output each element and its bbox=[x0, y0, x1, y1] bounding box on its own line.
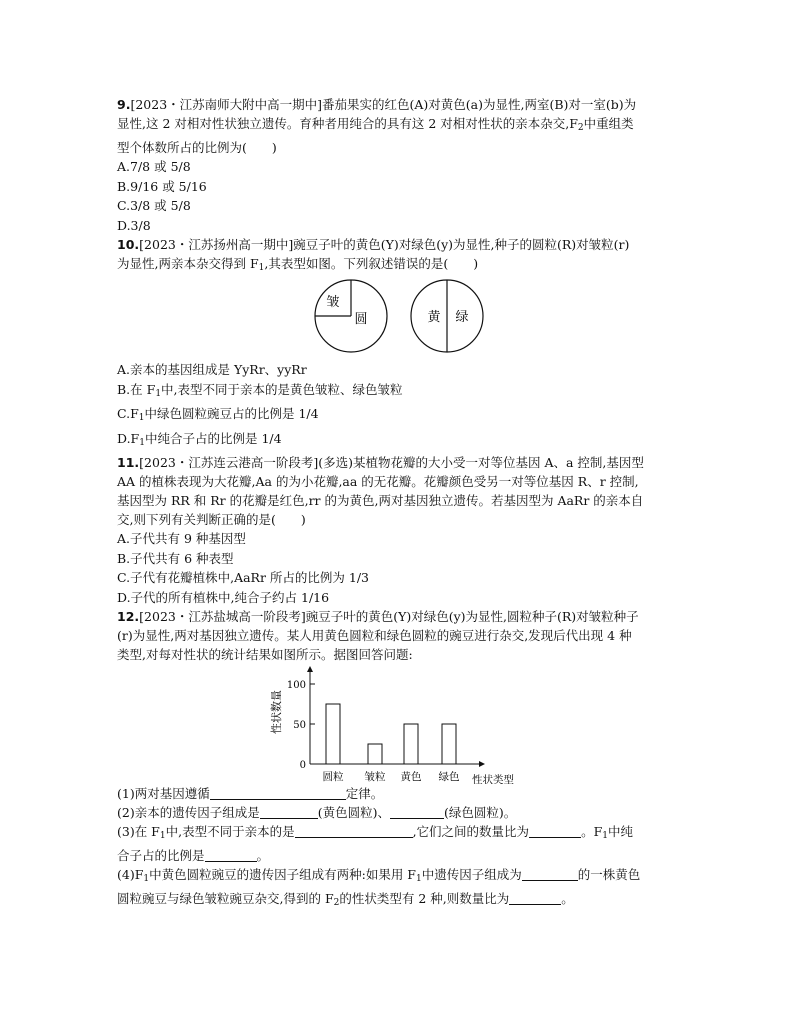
answer-blank-2[interactable] bbox=[260, 804, 318, 819]
q11-line-1 bbox=[117, 453, 689, 472]
q12-s3-text-d: 。F bbox=[581, 824, 603, 839]
q10-line-1 bbox=[117, 235, 689, 254]
q11-line-4: 交,则下列有关判断正确的是( ) bbox=[117, 512, 306, 527]
answer-blank-4[interactable] bbox=[295, 823, 413, 838]
answer-blank-8[interactable] bbox=[509, 890, 561, 905]
pie-chart-shape bbox=[315, 280, 387, 352]
q9-option-c[interactable]: C.3/8 或 5/8 bbox=[117, 198, 191, 213]
pie1-slice-label-wrinkled: 皱 bbox=[326, 295, 340, 310]
q10-sub-1: 1 bbox=[258, 263, 265, 273]
q9-line-3: 型个体数所占的比例为( ) bbox=[117, 140, 277, 155]
q12-s3-text-c: ,它们之间的数量比为 bbox=[412, 824, 530, 839]
q9-text-2a: 显性,这 2 对相对性状独立遗传。育种者用纯合的具有这 2 对相对性状的亲本杂交,F bbox=[117, 116, 578, 131]
q12-s1-text-b: 定律。 bbox=[345, 786, 384, 801]
q12-number: 12. bbox=[117, 609, 140, 624]
q9-option-b[interactable]: B.9/16 或 5/16 bbox=[117, 178, 207, 194]
q9-sub-2: 2 bbox=[577, 123, 584, 133]
question-10 bbox=[117, 235, 689, 453]
worksheet-page bbox=[117, 95, 689, 913]
q12-s3-sub-1: 1 bbox=[159, 831, 166, 841]
q12-sub-3 bbox=[117, 822, 689, 846]
q12-s3-text-a: (3)在 F bbox=[117, 824, 160, 839]
q12-sub-3-cont bbox=[117, 846, 689, 865]
q12-s3-text-e: 中纯 bbox=[607, 824, 633, 839]
answer-blank-6[interactable] bbox=[205, 847, 257, 862]
q12-s4-sub-3: 2 bbox=[333, 898, 340, 908]
q12-s3-sub-2: 1 bbox=[602, 831, 608, 841]
pie-figures bbox=[117, 278, 689, 356]
pie1-slice-label-round: 圆 bbox=[354, 312, 368, 327]
answer-blank-3[interactable] bbox=[390, 804, 444, 819]
q10-option-d[interactable] bbox=[117, 429, 689, 454]
q10-line-2 bbox=[117, 254, 689, 278]
q12-s4-sub-2: 1 bbox=[415, 874, 422, 884]
q12-s4-text-b: 中黄色圆粒豌豆的遗传因子组成有两种:如果用 F bbox=[149, 867, 416, 882]
q10-option-c-sub: 1 bbox=[138, 413, 145, 423]
q10-option-d-text-b: 中纯合子占的比例是 1/4 bbox=[144, 430, 282, 446]
q12-s4-text-d: 的一株黄色 bbox=[577, 867, 641, 882]
q12-sub-1 bbox=[117, 784, 689, 803]
y-tick-label: 50 bbox=[293, 720, 306, 731]
q12-s4-text-g: 。 bbox=[561, 891, 574, 906]
q11-number: 11. bbox=[117, 455, 140, 470]
x-axis-arrow bbox=[479, 761, 485, 767]
bar-chart bbox=[117, 664, 689, 784]
question-11 bbox=[117, 453, 689, 607]
x-tick-label: 圆粒 bbox=[322, 771, 344, 783]
answer-blank-7[interactable] bbox=[522, 866, 578, 881]
q10-option-a[interactable]: A.亲本的基因组成是 YyRr、yyRr bbox=[117, 362, 307, 377]
q12-line-3: 类型,对每对性状的统计结果如图所示。据图回答问题: bbox=[117, 647, 413, 662]
q9-text-2b: 中重组类 bbox=[583, 116, 634, 131]
q10-text-2a: 为显性,两亲本杂交得到 F bbox=[117, 256, 259, 271]
q12-s3-text-g: 。 bbox=[256, 848, 270, 863]
q9-option-a[interactable]: A.7/8 或 5/8 bbox=[117, 159, 191, 174]
q12-line-2: (r)为显性,两对基因独立遗传。某人用黄色圆粒和绿色圆粒的豌豆进行杂交,发现后代出现 4 种 bbox=[117, 628, 632, 643]
q11-option-d[interactable]: D.子代的所有植株中,纯合子约占 1/16 bbox=[117, 589, 330, 605]
question-12 bbox=[117, 607, 689, 913]
pie-chart-color bbox=[411, 280, 483, 352]
q12-line-1 bbox=[117, 607, 689, 626]
y-axis-arrow bbox=[307, 666, 313, 672]
pie2-slice-label-yellow: 黄 bbox=[427, 310, 441, 325]
bar-2 bbox=[404, 724, 418, 764]
q10-option-b-text-b: 中,表型不同于亲本的是黄色皱粒、绿色皱粒 bbox=[161, 381, 403, 397]
q12-text-1: [2023・江苏盐城高一阶段考]豌豆子叶的黄色(Y)对绿色(y)为显性,圆粒种子(R)对皱粒种子 bbox=[139, 609, 639, 624]
q11-option-b[interactable]: B.子代共有 6 种表型 bbox=[117, 550, 234, 566]
bar-1 bbox=[368, 744, 382, 764]
q12-s1-text-a: (1)两对基因遵循 bbox=[117, 786, 210, 801]
q9-option-d[interactable]: D.3/8 bbox=[117, 217, 151, 233]
pie-figures-svg bbox=[117, 278, 689, 356]
q9-line-2 bbox=[117, 114, 689, 138]
bars-group bbox=[269, 666, 514, 784]
q11-line-3: 基因型为 RR 和 Rr 的花瓣是红色,rr 的为黄色,两对基因独立遗传。若基因型为 AaRr 的亲本自 bbox=[117, 493, 644, 508]
answer-blank-1[interactable] bbox=[210, 785, 346, 800]
y-tick-label: 0 bbox=[299, 760, 306, 771]
q12-s4-text-f: 的性状类型有 2 种,则数量比为 bbox=[339, 891, 510, 906]
q12-s2-text-b: (黄色圆粒)、 bbox=[317, 805, 390, 820]
bar-chart-svg bbox=[117, 664, 689, 784]
q12-s2-text-c: (绿色圆粒)。 bbox=[443, 805, 517, 820]
question-9 bbox=[117, 95, 689, 235]
x-axis-label: 性状类型 bbox=[472, 774, 514, 784]
q12-s3-text-f: 合子占的比例是 bbox=[117, 848, 205, 863]
q10-option-d-sub: 1 bbox=[139, 437, 145, 448]
q10-option-c-text-a: C.F bbox=[117, 406, 139, 421]
q11-option-a[interactable]: A.子代共有 9 种基因型 bbox=[117, 531, 246, 546]
q10-option-c[interactable] bbox=[117, 404, 689, 429]
q12-s3-text-b: 中,表型不同于亲本的是 bbox=[165, 824, 295, 839]
q10-number: 10. bbox=[117, 237, 140, 252]
q12-s2-text-a: (2)亲本的遗传因子组成是 bbox=[117, 805, 260, 820]
q12-sub-2 bbox=[117, 803, 689, 822]
q10-text-1: [2023・江苏扬州高一期中]豌豆子叶的黄色(Y)对绿色(y)为显性,种子的圆粒(R)对皱粒(r) bbox=[139, 237, 630, 252]
q12-s4-text-e: 圆粒豌豆与绿色皱粒豌豆杂交,得到的 F bbox=[117, 891, 334, 906]
q11-text-1: [2023・江苏连云港高一阶段考](多选)某植物花瓣的大小受一对等位基因 A、a 控制,基因型 bbox=[139, 455, 644, 470]
q12-sub-4-cont bbox=[117, 889, 689, 913]
q12-s4-text-a: (4)F bbox=[117, 867, 144, 882]
q10-option-b-text-a: B.在 F bbox=[117, 381, 156, 397]
q12-s4-text-c: 中遗传因子组成为 bbox=[421, 867, 522, 882]
q10-option-d-text-a: D.F bbox=[117, 430, 140, 446]
q9-text-1: [2023・江苏南师大附中高一期中]番茄果实的红色(A)对黄色(a)为显性,两室(B)对一室(b)为 bbox=[130, 97, 637, 112]
bar-3 bbox=[442, 724, 456, 764]
q9-number: 9. bbox=[117, 97, 131, 112]
q11-line-2: AA 的植株表现为大花瓣,Aa 的为小花瓣,aa 的无花瓣。花瓣颜色受另一对等位基因 R、r 控制, bbox=[117, 474, 639, 489]
y-tick-label: 100 bbox=[286, 680, 306, 691]
x-tick-label: 黄色 bbox=[400, 771, 422, 783]
q11-option-c[interactable]: C.子代有花瓣植株中,AaRr 所占的比例为 1/3 bbox=[117, 570, 369, 585]
q10-option-b[interactable] bbox=[117, 380, 689, 405]
q9-line-1 bbox=[117, 95, 689, 114]
q12-s4-sub-1: 1 bbox=[143, 874, 150, 884]
x-tick-label: 皱粒 bbox=[364, 771, 386, 783]
pie2-slice-label-green: 绿 bbox=[455, 310, 469, 325]
y-axis-label: 性状数量 bbox=[270, 690, 283, 734]
q10-option-b-sub: 1 bbox=[155, 388, 162, 399]
q10-text-2b: ,其表型如图。下列叙述错误的是( ) bbox=[264, 256, 479, 271]
q10-option-c-text-b: 中绿色圆粒豌豆占的比例是 1/4 bbox=[144, 406, 319, 421]
answer-blank-5[interactable] bbox=[529, 823, 581, 838]
x-tick-label: 绿色 bbox=[438, 771, 460, 783]
q12-sub-4 bbox=[117, 865, 689, 889]
bar-0 bbox=[326, 704, 340, 764]
